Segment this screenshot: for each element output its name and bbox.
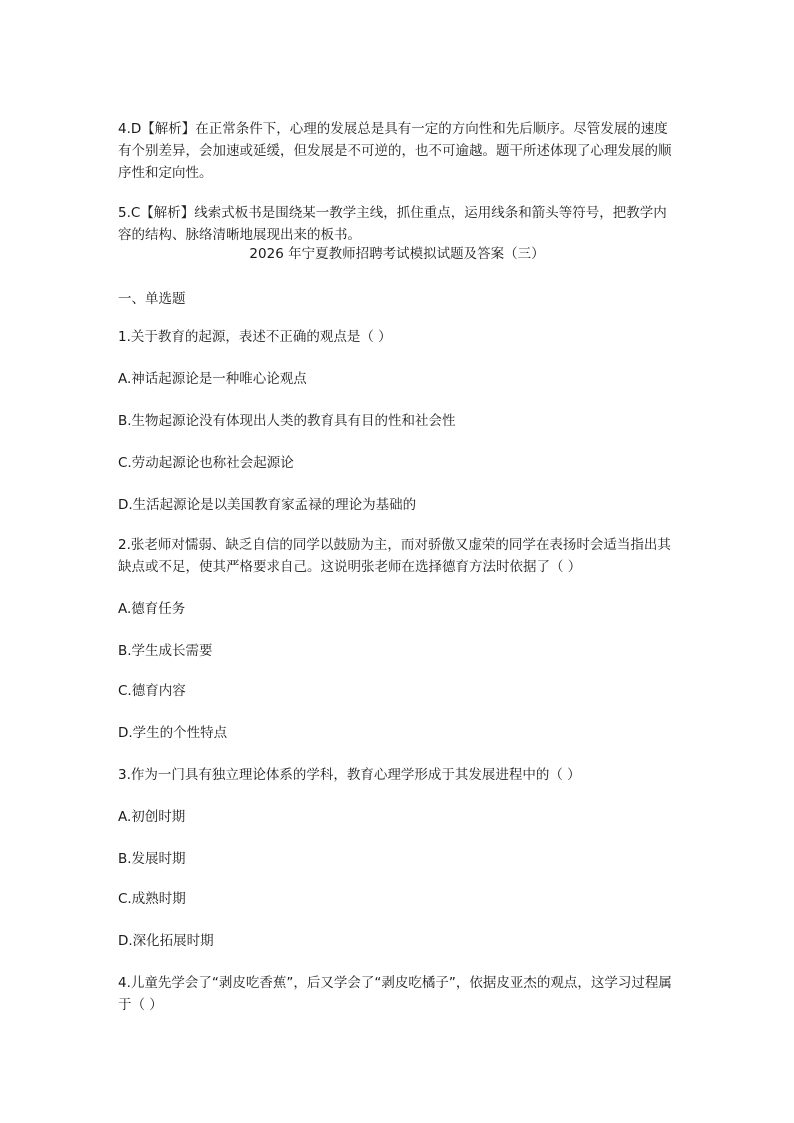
question-2-option-d: D.学生的个性特点: [118, 725, 228, 741]
answer-4-explanation: 4.D【解析】在正常条件下，心理的发展总是具有一定的方向性和先后顺序。尽管发展的速度有个别差异，会加速或延缓，但发展是不可逆的，也不可逾越。题干所述体现了心理发展的顺序性和定向性。: [118, 121, 672, 181]
question-1-option-d: D.生活起源论是以美国教育家孟禄的理论为基础的: [118, 497, 417, 513]
question-1-stem: 1.关于教育的起源，表述不正确的观点是（ ）: [118, 329, 392, 345]
question-4-stem: 4.儿童先学会了“剥皮吃香蕉”，后又学会了“剥皮吃橘子”，依据皮亚杰的观点，这学习过程属于（ ）: [118, 975, 672, 1013]
document-title: 2026 年宁夏教师招聘考试模拟试题及答案（三）: [249, 246, 545, 262]
question-3-option-d: D.深化拓展时期: [118, 933, 214, 949]
question-2-stem: 2.张老师对懦弱、缺乏自信的同学以鼓励为主，而对骄傲又虚荣的同学在表扬时会适当指出其缺点或不足，使其严格要求自己。这说明张老师在选择德育方法时依据了（ ）: [118, 537, 671, 575]
question-3-option-b: B.发展时期: [118, 851, 186, 867]
question-3-option-c: C.成熟时期: [118, 891, 186, 907]
question-2-option-a: A.德育任务: [118, 601, 186, 617]
question-1-option-b: B.生物起源论没有体现出人类的教育具有目的性和社会性: [118, 413, 456, 429]
question-1-option-a: A.神话起源论是一种唯心论观点: [118, 371, 307, 387]
answer-5-explanation: 5.C【解析】线索式板书是围绕某一教学主线，抓住重点，运用线条和箭头等符号，把教学内容的结构、脉络清晰地展现出来的板书。: [118, 205, 667, 243]
section-heading: 一、单选题: [118, 291, 186, 307]
question-2-option-b: B.学生成长需要: [118, 643, 213, 659]
question-3-stem: 3.作为一门具有独立理论体系的学科，教育心理学形成于其发展进程中的（ ）: [118, 767, 581, 783]
question-1-option-c: C.劳动起源论也称社会起源论: [118, 455, 294, 471]
question-2-option-c: C.德育内容: [118, 683, 186, 699]
question-3-option-a: A.初创时期: [118, 809, 186, 825]
